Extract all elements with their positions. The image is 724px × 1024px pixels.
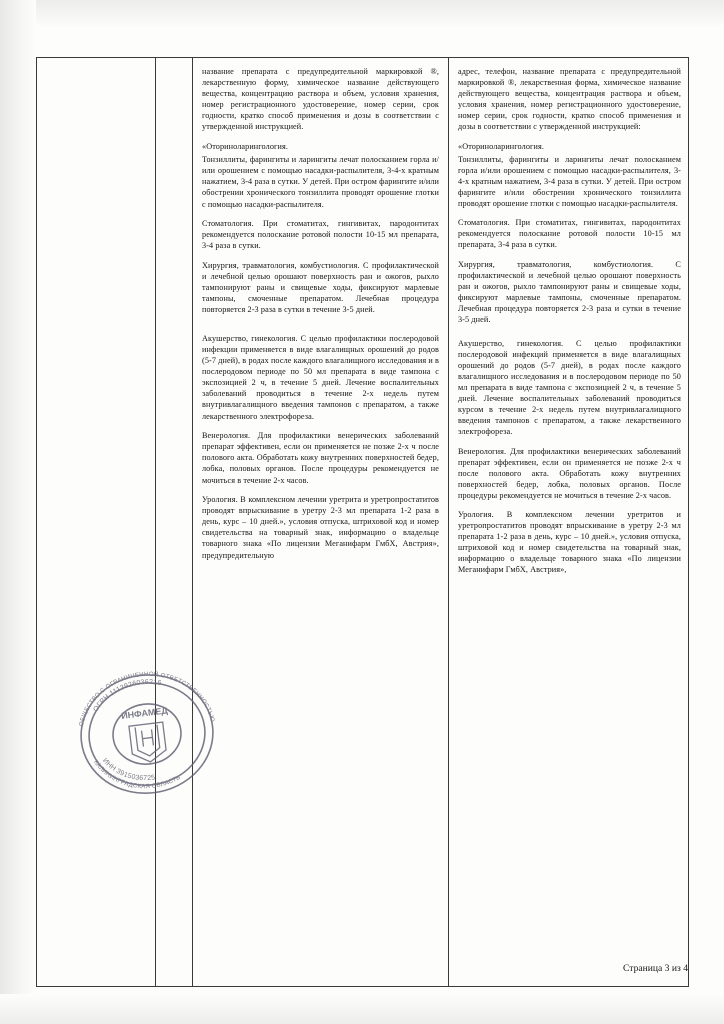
paragraph: адрес, телефон, название препарата с предупредительной маркировкой ®, лекарственная форма, химическое название действующего вещества, концентрация раствора и объем, условия хранения, номер регистрационного удостоверение, номер серии, срок годности, кратко способ применения и дозы в соответствии с утвержденной инструкцией:	[458, 67, 681, 131]
paragraph-heading: «Оториноларингология.	[202, 142, 288, 152]
paragraph: Стоматология. При стоматитах, гингивитах, пародонтитах рекомендуется полоскание ротовой полости 10-15 мл препарата, 3-4 раза в сутки.	[458, 218, 681, 249]
table-column-left	[37, 58, 155, 986]
paragraph: Венерология. Для профилактики венерических заболеваний препарат эффективен, если он применяется не позже 2-х ч после полового акта. Обработать кожу внутренних поверхностей бедер, лобка, половых органов. После процедуры рекомендуется не мочиться в течение 2-х часов.	[458, 446, 681, 500]
paragraph: Хирургия, травматология, комбустиология. С профилактической и лечебной целью орошают поверхность ран и ожогов, рыхло тампонируют раны и свищевые ходы, фиксируют марлевые тампоны, смоченные препаратом. Лечебная процедура повторяется 2-3 раза и сутки в течение 3-5 дней.	[458, 259, 681, 324]
scan-edge-left	[0, 0, 36, 1024]
paragraph: Акушерство, гинекология. С целью профилактики послеродовой инфекции применяется в виде влагалищных орошений до родов (5-7 дней), в родах после каждого влагалищного исследования и в послеродовом периоде по 50 мл препарата в виде тампона с экспозицией 2 ч, в течение 5 дней. Лечение воспалительных заболеваний проводиться в течение 2-х недель путем внутривлагалищного введения тампонов с препаратом, а также лекарственного электрофореза.	[202, 333, 439, 421]
stamp-brand-text: ИНФАМЕД	[120, 705, 169, 722]
company-round-stamp	[53, 658, 243, 810]
paragraph: Хирургия, травматология, комбустиология. С профилактической и лечебной целью орошают поверхность ран и ожогов, рыхло тампонируют раны и свищевые ходы, фиксируют марлевые тампоны, смоченные препаратом. Лечебная процедура повторяется 2-3 раза в сутки в течение 3-5 дней.	[202, 260, 439, 315]
svg-text:ОБЩЕСТВО С ОГРАНИЧЕННОЙ ОТВЕТС: ОБЩЕСТВО С ОГРАНИЧЕННОЙ ОТВЕТСТВЕННОСТЬЮ	[77, 670, 216, 728]
paragraph: название препарата с предупредительной маркировкой ®, лекарственную форму, химическое название действующего вещества, концентрацию раствора и объем, условия хранения, номер регистрационного удостоверение, номер серии, срок годности, кратко способ применения и дозы в соответствии с утвержденной инструкцией.	[202, 67, 439, 132]
scan-edge-top	[0, 0, 724, 28]
paragraph: Тонзиллиты, фарингиты и ларингиты лечат полосканием горла и/или орошением с помощью насадки-распылителя, 3-4-х кратным нажатием, 3-4 раза в сутки. У детей. При остром фарингите и/или обострении хронического тонзиллита проводят орошение глотки с помощью насадки-распылителя.	[458, 154, 681, 208]
paragraph: Стоматология. При стоматитах, гингивитах, пародонтитах рекомендуется полоскание ротовой полости 10-15 мл препарата, 3-4 раза в сутки.	[202, 219, 439, 251]
table-column-original	[193, 58, 448, 986]
svg-text:ОГРН 1113926036216: ОГРН 1113926036216	[92, 678, 163, 714]
paragraph: Урология. В комплексном лечении уретрита и уретропростатитов проводят впрыскивание в уретру 2-3 мл препарата 1-2 раза в день, курс – 10 дней.», условия отпуска, штриховой код и номер свидетельства на товарный знак, информацию о владельце товарного знака «По лицензии Меганифарм ГмбХ, Австрия», предупредительную	[202, 495, 439, 560]
table-column-translation	[449, 58, 690, 986]
paragraph: Акушерство, гинекология. С целью профилактики послеродовой инфекций применяется в виде влагалищных орошений до родов (5-7 дней), в родах после каждого влагалищного исследования и в послеродовом периоде по 50 мл препарата в виде тампона с экспозицией 2 ч, в течение 5 дней. Лечение воспалительных заболеваний проводиться курсом в течение 2-х недель путем внутривлагалищного введения тампонов с препаратом, а также лекарственного электрофореза.	[458, 339, 681, 436]
document-table	[36, 57, 689, 987]
svg-text:КАЛИНИНГРАДСКАЯ ОБЛАСТЬ: КАЛИНИНГРАДСКАЯ ОБЛАСТЬ	[92, 758, 182, 791]
paragraph: Урология. В комплексном лечении уретритов и уретропростатитов проводят впрыскивание в уретру 2-3 мл препарата 1-2 раза в день, курс – 10 дней.», условия отпуска, штриховой код и номер свидетельства на товарный знак, информацию о владельце товарного знака «По лицензии Меганифарм ГмбХ, Австрия»,	[458, 510, 681, 574]
scan-edge-bottom	[0, 994, 724, 1024]
paragraph-heading: «Оториноларингология.	[458, 141, 544, 151]
paragraph: Венерология. Для профилактики венерических заболеваний препарат эффективен, если он применяется не позже 2-х ч после полового акта. Обработать кожу внутренних поверхностей бедер, лобка, половых органов. После процедуры рекомендуется не мочиться в течение 2-х часов.	[202, 431, 439, 485]
svg-text:ИНН 3915036725: ИНН 3915036725	[100, 757, 156, 783]
paragraph: Тонзиллиты, фарингиты и ларингиты лечат полосканием горла и/или орошением с помощью насадки-распылителя, 3-4-х кратным нажатием, 3-4 раза в сутки. У детей. При остром фарингите и/или обострении хронического тонзиллита проводят орошение глотки с помощью насадки-распылителя.	[202, 155, 439, 209]
page-number: Страница 3 из 4	[622, 963, 688, 974]
table-column-narrow	[156, 58, 192, 986]
